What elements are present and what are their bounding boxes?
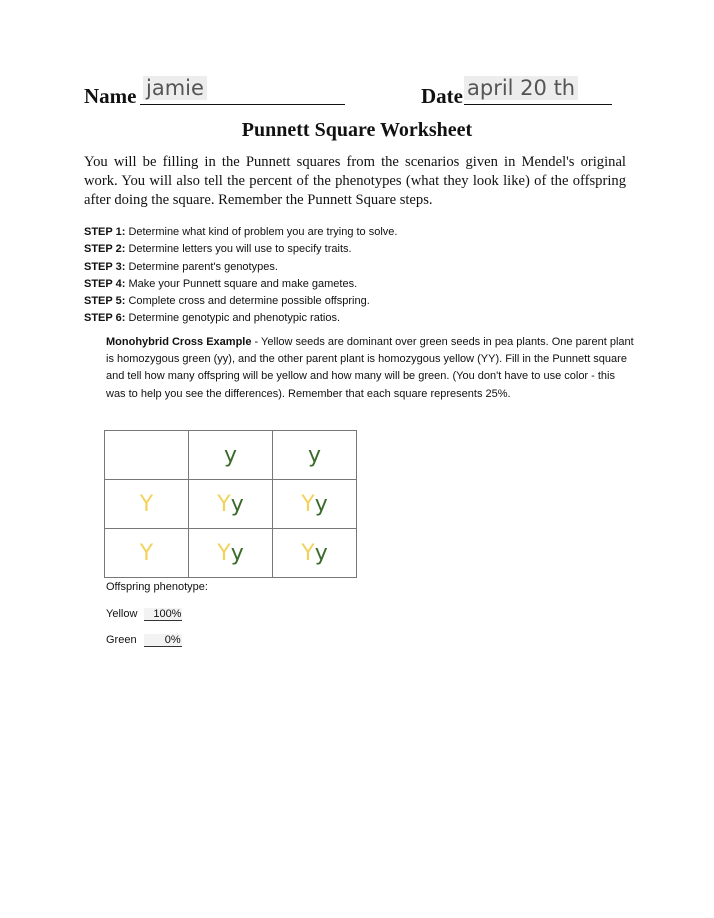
phenotype-label: Offspring phenotype:: [106, 581, 208, 593]
yellow-row: [106, 608, 182, 621]
gamete-top: [273, 431, 357, 480]
example-paragraph: [106, 334, 636, 403]
step-text: Complete cross and determine possible offspring.: [128, 295, 370, 308]
name-value: jamie: [143, 76, 207, 100]
name-label: Name: [84, 84, 137, 108]
example-heading: Monohybrid Cross Example: [106, 336, 252, 348]
yellow-label: Yellow: [106, 608, 138, 620]
step-text: Determine genotypic and phenotypic ratios.: [128, 312, 341, 325]
green-input[interactable]: 0%: [144, 634, 182, 647]
offspring-cell[interactable]: [273, 480, 357, 529]
offspring-cell[interactable]: [189, 529, 273, 578]
green-label: Green: [106, 634, 137, 646]
allele-recessive: y: [230, 491, 244, 517]
allele: Y: [139, 491, 154, 517]
allele-recessive: y: [314, 540, 328, 566]
step-text: Determine what kind of problem you are trying to solve.: [128, 226, 398, 238]
allele-dominant: Y: [217, 491, 231, 517]
step-item: [84, 259, 397, 276]
name-line: [140, 104, 345, 105]
date-value: april 20 th: [464, 76, 578, 100]
page-title: Punnett Square Worksheet: [241, 119, 473, 141]
step-label: STEP 2:: [84, 243, 126, 256]
corner-cell: [105, 431, 189, 480]
gamete-left: [105, 529, 189, 578]
allele: Y: [139, 540, 154, 566]
allele: y: [307, 442, 322, 468]
gamete-left: [105, 480, 189, 529]
gamete-top: [189, 431, 273, 480]
date-line: [464, 104, 612, 105]
offspring-cell[interactable]: [189, 480, 273, 529]
step-item: [84, 276, 397, 293]
offspring-cell[interactable]: [273, 529, 357, 578]
intro-paragraph: You will be filling in the Punnett squares from the scenarios given in Mendel's original work. You will also tell the percent of the phenotypes (what they look like) of the offspring after doing the square. Remember the Punnett Square steps.: [84, 154, 626, 208]
step-label: STEP 3:: [84, 260, 126, 273]
step-item: [84, 241, 397, 258]
name-field[interactable]: [143, 76, 207, 100]
step-text: Determine letters you will use to specify traits.: [128, 243, 352, 256]
step-text: Make your Punnett square and make gametes.: [128, 277, 358, 290]
example-text: - Yellow seeds are dominant over green seeds in pea plants. One parent plant is homozygous green (yy), and the other parent plant is homozygous yellow (YY). Fill in the Punnett square and tell how many offspring will be yellow and how many will be green. (You don't have to use color - this was to help you see the differences). Remember that each square represents 25%.: [106, 336, 634, 400]
date-field[interactable]: [464, 76, 578, 100]
allele: y: [223, 442, 238, 468]
allele-dominant: Y: [301, 540, 315, 566]
punnett-square: [104, 430, 357, 578]
steps-list: [84, 224, 397, 328]
allele-dominant: Y: [217, 540, 231, 566]
step-text: Determine parent's genotypes.: [128, 260, 278, 273]
allele-recessive: y: [314, 491, 328, 517]
allele-dominant: Y: [301, 491, 315, 517]
step-item: [84, 310, 397, 327]
step-label: STEP 6:: [84, 312, 126, 325]
allele-recessive: y: [230, 540, 244, 566]
yellow-input[interactable]: 100%: [144, 608, 182, 621]
step-label: STEP 5:: [84, 295, 126, 308]
step-item: [84, 293, 397, 310]
date-label: Date: [421, 84, 463, 108]
step-label: STEP 4:: [84, 277, 126, 290]
step-label: STEP 1:: [84, 226, 126, 238]
step-item: [84, 224, 397, 241]
green-row: [106, 634, 182, 647]
